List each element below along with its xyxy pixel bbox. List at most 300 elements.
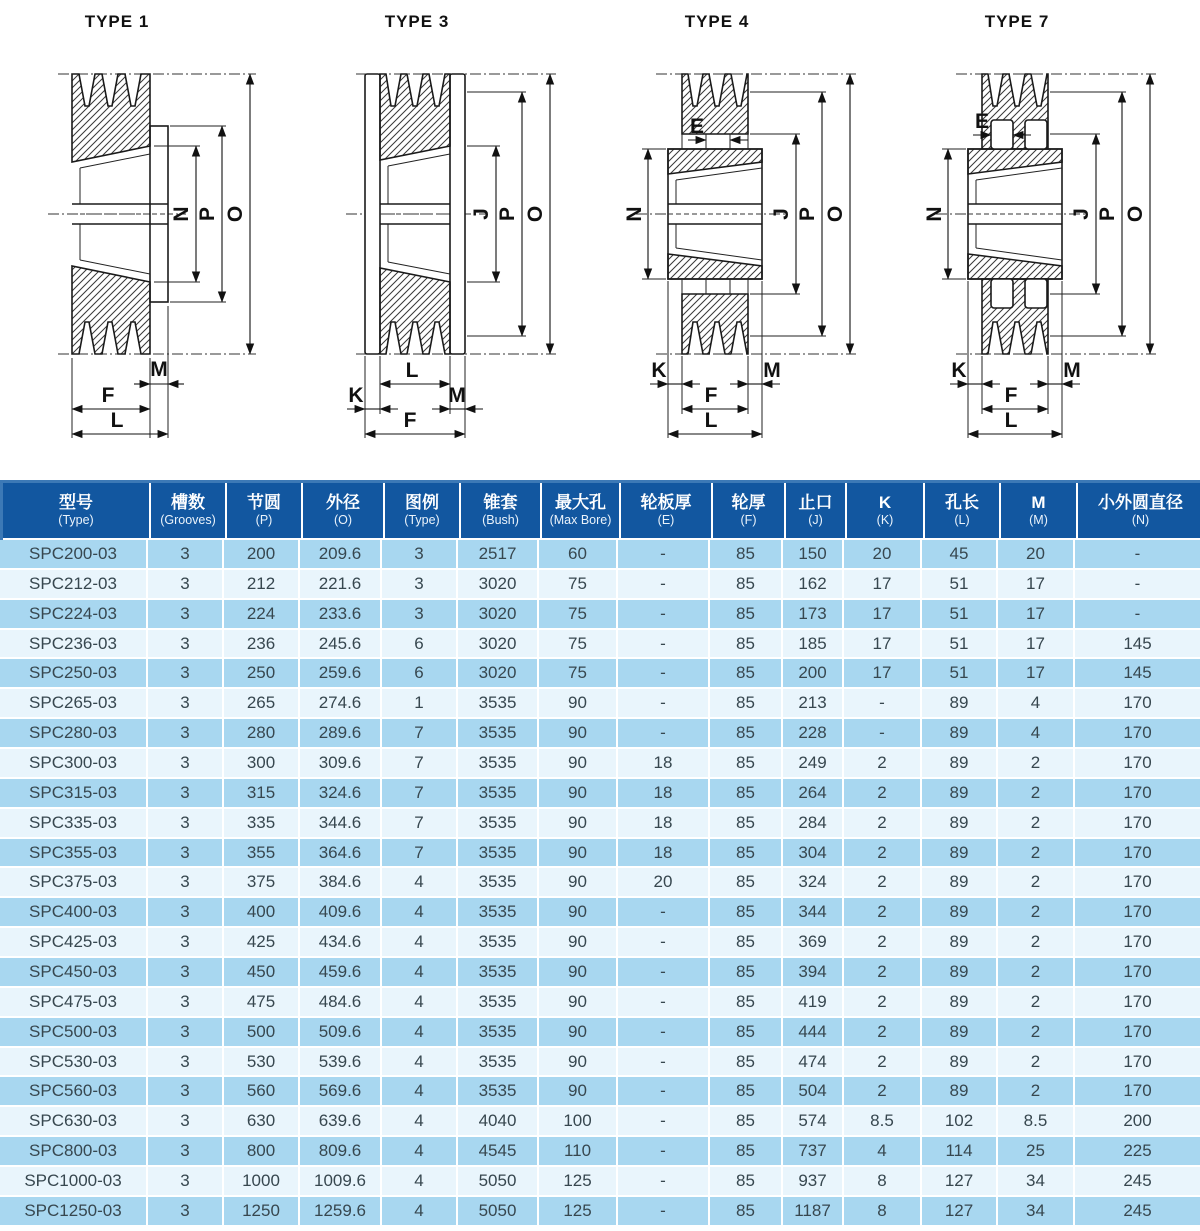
table-cell: 344 — [783, 898, 844, 928]
table-cell: 3 — [148, 1077, 224, 1107]
table-cell: 85 — [710, 839, 783, 869]
table-cell: 409.6 — [300, 898, 382, 928]
table-cell: 3535 — [458, 928, 539, 958]
table-cell: 3 — [148, 779, 224, 809]
table-cell: 85 — [710, 898, 783, 928]
table-cell: 6 — [382, 630, 458, 660]
dim-label-j: J — [770, 208, 793, 220]
table-cell: 3020 — [458, 659, 539, 689]
table-cell: SPC224-03 — [0, 600, 148, 630]
diagram-title: TYPE 3 — [384, 12, 450, 31]
table-cell: 3 — [148, 1048, 224, 1078]
table-cell: 5050 — [458, 1167, 539, 1197]
type-7-drawing — [900, 34, 1200, 446]
table-cell: - — [618, 1137, 710, 1167]
table-cell: 89 — [922, 928, 998, 958]
table-cell: 170 — [1075, 928, 1200, 958]
table-cell: 89 — [922, 779, 998, 809]
table-cell: SPC280-03 — [0, 719, 148, 749]
table-cell: 89 — [922, 1048, 998, 1078]
table-cell: - — [1075, 540, 1200, 570]
table-cell: 474 — [783, 1048, 844, 1078]
table-cell: 20 — [998, 540, 1075, 570]
table-cell: - — [618, 1018, 710, 1048]
table-cell: 2 — [844, 958, 922, 988]
table-cell: 228 — [783, 719, 844, 749]
table-cell: 289.6 — [300, 719, 382, 749]
dim-label-p: P — [796, 206, 819, 222]
table-cell: - — [618, 1167, 710, 1197]
spec-table — [0, 480, 1200, 1227]
table-cell: 75 — [539, 570, 618, 600]
table-cell: 170 — [1075, 779, 1200, 809]
table-cell: 475 — [224, 988, 300, 1018]
table-cell: 2 — [844, 1018, 922, 1048]
table-cell: - — [618, 1197, 710, 1227]
table-cell: 85 — [710, 570, 783, 600]
table-cell: 233.6 — [300, 600, 382, 630]
table-cell: 85 — [710, 1018, 783, 1048]
table-cell: 264 — [783, 779, 844, 809]
table-cell: SPC560-03 — [0, 1077, 148, 1107]
table-cell: 17 — [844, 659, 922, 689]
table-cell: 90 — [539, 749, 618, 779]
table-cell: SPC800-03 — [0, 1137, 148, 1167]
dim-label-o: O — [1124, 205, 1147, 223]
table-cell: 85 — [710, 1197, 783, 1227]
table-cell: 90 — [539, 988, 618, 1018]
table-cell: 444 — [783, 1018, 844, 1048]
table-cell: 2 — [998, 839, 1075, 869]
table-cell: 4 — [844, 1137, 922, 1167]
table-cell: 85 — [710, 809, 783, 839]
column-header: K (K) — [847, 483, 925, 540]
table-cell: 90 — [539, 1077, 618, 1107]
table-cell: 484.6 — [300, 988, 382, 1018]
table-cell: 173 — [783, 600, 844, 630]
table-cell: - — [618, 540, 710, 570]
column-header: 小外圆直径 (N) — [1078, 483, 1200, 540]
table-cell: 3 — [148, 1018, 224, 1048]
table-cell: 20 — [844, 540, 922, 570]
table-cell: 85 — [710, 988, 783, 1018]
dim-label-m: M — [448, 384, 466, 407]
table-cell: 4 — [382, 1107, 458, 1137]
table-cell: 324 — [783, 868, 844, 898]
table-cell: 89 — [922, 868, 998, 898]
column-header: M (M) — [1001, 483, 1078, 540]
table-cell: 2 — [998, 928, 1075, 958]
column-header: 轮厚 (F) — [713, 483, 786, 540]
table-cell: SPC630-03 — [0, 1107, 148, 1137]
table-cell: 17 — [844, 630, 922, 660]
table-cell: 937 — [783, 1167, 844, 1197]
table-cell: SPC400-03 — [0, 898, 148, 928]
table-cell: 224 — [224, 600, 300, 630]
table-cell: 1 — [382, 689, 458, 719]
column-header: 节圆 (P) — [227, 483, 303, 540]
table-cell: 2 — [844, 988, 922, 1018]
table-cell: 17 — [998, 600, 1075, 630]
table-cell: SPC300-03 — [0, 749, 148, 779]
table-cell: 3 — [148, 839, 224, 869]
column-header: 止口 (J) — [786, 483, 847, 540]
type-4-drawing — [600, 34, 900, 446]
table-cell: SPC1000-03 — [0, 1167, 148, 1197]
table-cell: 89 — [922, 1077, 998, 1107]
table-cell: 7 — [382, 749, 458, 779]
table-cell: 4 — [998, 689, 1075, 719]
table-cell: 250 — [224, 659, 300, 689]
table-cell: 419 — [783, 988, 844, 1018]
table-cell: 150 — [783, 540, 844, 570]
table-cell: 3020 — [458, 600, 539, 630]
table-cell: 170 — [1075, 689, 1200, 719]
table-cell: 17 — [998, 570, 1075, 600]
table-cell: 200 — [783, 659, 844, 689]
table-cell: - — [618, 988, 710, 1018]
table-cell: 89 — [922, 898, 998, 928]
table-cell: 574 — [783, 1107, 844, 1137]
table-cell: 170 — [1075, 898, 1200, 928]
table-cell: 3 — [148, 540, 224, 570]
table-cell: 85 — [710, 1167, 783, 1197]
table-cell: 7 — [382, 839, 458, 869]
table-cell: 737 — [783, 1137, 844, 1167]
table-cell: 3535 — [458, 749, 539, 779]
table-cell: 3 — [148, 1107, 224, 1137]
table-cell: SPC1250-03 — [0, 1197, 148, 1227]
table-cell: 2 — [844, 928, 922, 958]
table-cell: 6 — [382, 659, 458, 689]
dim-label-l: L — [1004, 409, 1018, 432]
table-cell: 7 — [382, 719, 458, 749]
table-cell: SPC212-03 — [0, 570, 148, 600]
table-cell: 85 — [710, 689, 783, 719]
table-cell: 2 — [998, 988, 1075, 1018]
table-cell: 85 — [710, 928, 783, 958]
table-cell: SPC500-03 — [0, 1018, 148, 1048]
table-cell: SPC335-03 — [0, 809, 148, 839]
table-cell: 560 — [224, 1077, 300, 1107]
table-cell: - — [618, 630, 710, 660]
table-cell: SPC475-03 — [0, 988, 148, 1018]
table-cell: 209.6 — [300, 540, 382, 570]
table-cell: 4 — [382, 1197, 458, 1227]
table-cell: 170 — [1075, 809, 1200, 839]
table-cell: 89 — [922, 958, 998, 988]
column-header: 轮板厚 (E) — [621, 483, 713, 540]
table-cell: 17 — [998, 630, 1075, 660]
table-cell: 3535 — [458, 719, 539, 749]
table-cell: 2 — [998, 958, 1075, 988]
table-cell: 110 — [539, 1137, 618, 1167]
table-cell: 2 — [844, 868, 922, 898]
table-cell: 125 — [539, 1197, 618, 1227]
table-cell: 20 — [618, 868, 710, 898]
table-cell: 4 — [998, 719, 1075, 749]
table-cell: 280 — [224, 719, 300, 749]
table-cell: - — [618, 928, 710, 958]
table-cell: 100 — [539, 1107, 618, 1137]
table-cell: 3020 — [458, 570, 539, 600]
table-cell: 90 — [539, 809, 618, 839]
table-cell: 90 — [539, 958, 618, 988]
table-cell: 90 — [539, 928, 618, 958]
table-cell: 85 — [710, 600, 783, 630]
table-cell: - — [618, 659, 710, 689]
table-cell: 500 — [224, 1018, 300, 1048]
table-cell: 85 — [710, 630, 783, 660]
column-header: 最大孔 (Max Bore) — [542, 483, 621, 540]
table-cell: 127 — [922, 1167, 998, 1197]
table-cell: 384.6 — [300, 868, 382, 898]
table-cell: 2 — [998, 1077, 1075, 1107]
table-cell: 8.5 — [844, 1107, 922, 1137]
table-cell: 18 — [618, 779, 710, 809]
table-cell: 3 — [382, 540, 458, 570]
table-cell: 2 — [998, 809, 1075, 839]
dim-label-p: P — [196, 206, 219, 222]
dim-label-o: O — [224, 205, 247, 223]
table-cell: - — [618, 1107, 710, 1137]
table-cell: 2 — [998, 868, 1075, 898]
table-cell: 162 — [783, 570, 844, 600]
table-cell: 7 — [382, 779, 458, 809]
table-cell: 75 — [539, 659, 618, 689]
table-cell: 245.6 — [300, 630, 382, 660]
table-cell: 284 — [783, 809, 844, 839]
table-cell: 324.6 — [300, 779, 382, 809]
table-cell: 3535 — [458, 839, 539, 869]
table-cell: SPC250-03 — [0, 659, 148, 689]
table-cell: 394 — [783, 958, 844, 988]
table-cell: - — [618, 1077, 710, 1107]
table-cell: 315 — [224, 779, 300, 809]
table-cell: 4 — [382, 988, 458, 1018]
table-cell: 127 — [922, 1197, 998, 1227]
table-cell: 25 — [998, 1137, 1075, 1167]
table-cell: 89 — [922, 1018, 998, 1048]
table-cell: 2 — [998, 1018, 1075, 1048]
table-cell: 90 — [539, 868, 618, 898]
table-cell: 569.6 — [300, 1077, 382, 1107]
table-cell: 51 — [922, 600, 998, 630]
table-cell: 3 — [148, 868, 224, 898]
table-cell: 85 — [710, 749, 783, 779]
diagram-type-4 — [600, 0, 900, 446]
table-cell: 3 — [382, 600, 458, 630]
table-cell: 2 — [844, 898, 922, 928]
dim-label-k: K — [651, 359, 667, 382]
dim-label-f: F — [101, 384, 115, 407]
table-cell: 170 — [1075, 1018, 1200, 1048]
table-cell: 4 — [382, 1077, 458, 1107]
type-3-drawing — [300, 34, 600, 446]
table-cell: 90 — [539, 898, 618, 928]
type-1-drawing — [0, 34, 300, 446]
table-cell: 185 — [783, 630, 844, 660]
table-cell: 3 — [148, 630, 224, 660]
table-cell: SPC355-03 — [0, 839, 148, 869]
table-cell: 102 — [922, 1107, 998, 1137]
table-cell: 2 — [844, 839, 922, 869]
table-cell: 45 — [922, 540, 998, 570]
table-cell: 51 — [922, 570, 998, 600]
dim-label-n: N — [170, 206, 193, 222]
table-cell: 4040 — [458, 1107, 539, 1137]
table-cell: 2 — [844, 779, 922, 809]
table-cell: 17 — [998, 659, 1075, 689]
table-cell: 75 — [539, 600, 618, 630]
table-cell: - — [618, 958, 710, 988]
table-cell: 18 — [618, 809, 710, 839]
diagram-type-1 — [0, 0, 300, 446]
table-cell: 18 — [618, 839, 710, 869]
table-cell: 60 — [539, 540, 618, 570]
dim-label-p: P — [496, 206, 519, 222]
table-cell: 630 — [224, 1107, 300, 1137]
table-cell: 3 — [148, 988, 224, 1018]
table-cell: 3 — [148, 659, 224, 689]
table-cell: 3 — [148, 600, 224, 630]
table-cell: 265 — [224, 689, 300, 719]
table-cell: 335 — [224, 809, 300, 839]
table-cell: 2 — [844, 1048, 922, 1078]
table-cell: 170 — [1075, 988, 1200, 1018]
table-cell: 90 — [539, 839, 618, 869]
dim-label-o: O — [524, 205, 547, 223]
table-cell: 639.6 — [300, 1107, 382, 1137]
table-cell: 85 — [710, 779, 783, 809]
table-cell: 4 — [382, 1137, 458, 1167]
table-cell: 1000 — [224, 1167, 300, 1197]
table-cell: 8 — [844, 1197, 922, 1227]
table-cell: - — [1075, 600, 1200, 630]
table-cell: 1187 — [783, 1197, 844, 1227]
table-cell: - — [844, 689, 922, 719]
table-cell: 200 — [224, 540, 300, 570]
table-cell: SPC375-03 — [0, 868, 148, 898]
table-cell: 3535 — [458, 809, 539, 839]
table-cell: 90 — [539, 689, 618, 719]
table-cell: 304 — [783, 839, 844, 869]
table-cell: - — [618, 719, 710, 749]
table-cell: 249 — [783, 749, 844, 779]
table-cell: - — [618, 689, 710, 719]
table-cell: 236 — [224, 630, 300, 660]
dim-label-n: N — [623, 206, 646, 222]
table-cell: 1009.6 — [300, 1167, 382, 1197]
dim-label-o: O — [824, 205, 847, 223]
table-cell: 400 — [224, 898, 300, 928]
table-cell: SPC236-03 — [0, 630, 148, 660]
table-cell: 85 — [710, 958, 783, 988]
table-cell: 114 — [922, 1137, 998, 1167]
column-header: 孔长 (L) — [925, 483, 1001, 540]
table-cell: - — [618, 570, 710, 600]
table-cell: 90 — [539, 779, 618, 809]
table-cell: 89 — [922, 749, 998, 779]
table-cell: 170 — [1075, 839, 1200, 869]
table-cell: 51 — [922, 630, 998, 660]
table-cell: SPC450-03 — [0, 958, 148, 988]
table-cell: 4545 — [458, 1137, 539, 1167]
table-cell: 4 — [382, 928, 458, 958]
table-cell: 3 — [148, 809, 224, 839]
table-cell: 89 — [922, 689, 998, 719]
table-cell: 3 — [148, 719, 224, 749]
table-cell: 125 — [539, 1167, 618, 1197]
table-cell: 90 — [539, 719, 618, 749]
dim-label-l: L — [110, 409, 124, 432]
table-cell: 89 — [922, 809, 998, 839]
table-cell: 259.6 — [300, 659, 382, 689]
table-cell: 450 — [224, 958, 300, 988]
table-cell: 170 — [1075, 749, 1200, 779]
table-cell: 89 — [922, 988, 998, 1018]
dim-label-j: J — [470, 208, 493, 220]
table-cell: 2517 — [458, 540, 539, 570]
table-cell: 3 — [148, 689, 224, 719]
dim-label-f: F — [403, 409, 417, 432]
table-cell: 85 — [710, 540, 783, 570]
table-cell: 809.6 — [300, 1137, 382, 1167]
table-cell: 509.6 — [300, 1018, 382, 1048]
table-cell: 145 — [1075, 659, 1200, 689]
table-cell: 4 — [382, 1048, 458, 1078]
table-cell: 4 — [382, 898, 458, 928]
table-cell: 145 — [1075, 630, 1200, 660]
table-cell: 2 — [998, 749, 1075, 779]
table-cell: 3535 — [458, 988, 539, 1018]
column-header: 外径 (O) — [303, 483, 385, 540]
table-cell: 425 — [224, 928, 300, 958]
dim-label-e: E — [974, 110, 990, 133]
table-cell: 4 — [382, 868, 458, 898]
table-cell: - — [844, 719, 922, 749]
table-cell: 34 — [998, 1197, 1075, 1227]
table-cell: 3 — [148, 928, 224, 958]
dim-label-l: L — [704, 409, 718, 432]
table-cell: 3535 — [458, 779, 539, 809]
dim-label-k: K — [951, 359, 967, 382]
table-cell: 2 — [844, 749, 922, 779]
table-cell: 3020 — [458, 630, 539, 660]
table-cell: - — [1075, 570, 1200, 600]
table-cell: 85 — [710, 719, 783, 749]
table-cell: - — [618, 600, 710, 630]
table-cell: 2 — [998, 779, 1075, 809]
dim-label-k: K — [348, 384, 364, 407]
table-cell: 274.6 — [300, 689, 382, 719]
table-cell: SPC315-03 — [0, 779, 148, 809]
table-cell: 3 — [148, 958, 224, 988]
table-cell: 2 — [844, 1077, 922, 1107]
table-cell: 8 — [844, 1167, 922, 1197]
table-cell: 3 — [148, 570, 224, 600]
table-cell: 245 — [1075, 1167, 1200, 1197]
table-cell: 8.5 — [998, 1107, 1075, 1137]
diagram-type-7 — [900, 0, 1200, 446]
table-cell: 2 — [998, 898, 1075, 928]
table-cell: 300 — [224, 749, 300, 779]
table-cell: 3535 — [458, 898, 539, 928]
table-cell: 3535 — [458, 958, 539, 988]
table-cell: 85 — [710, 659, 783, 689]
table-cell: 364.6 — [300, 839, 382, 869]
table-cell: 85 — [710, 1077, 783, 1107]
